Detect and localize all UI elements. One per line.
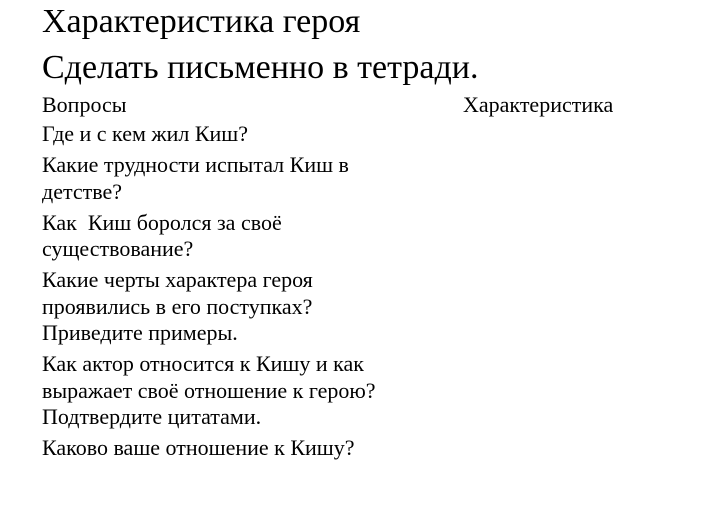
question-item-4: [42, 267, 462, 347]
slide-subtitle: Сделать письменно в тетради.: [42, 49, 479, 86]
question-item-5: [42, 351, 462, 431]
question-line: детстве?: [42, 178, 123, 204]
question-line: Какие черты характера героя: [42, 267, 313, 292]
question-item-1: [42, 121, 462, 148]
question-item-6: [42, 435, 462, 462]
question-line: проявились в его поступках?: [42, 293, 313, 319]
question-line: выражает своё отношение к герою?: [42, 377, 376, 403]
slide-title: Характеристика героя: [42, 3, 361, 40]
question-item-2: [42, 152, 462, 205]
question-line: Где и с кем жил Киш?: [42, 121, 248, 146]
question-line: Приведите примеры.: [42, 320, 238, 345]
question-line: Каково ваше отношение к Кишу?: [42, 435, 355, 460]
question-list: [42, 121, 462, 466]
column-header-questions: Вопросы: [42, 92, 127, 117]
question-line: Подтвердите цитатами.: [42, 404, 262, 429]
question-line: Как Киш боролся за своё: [42, 209, 282, 235]
question-item-3: [42, 210, 462, 263]
question-line: Как актор относится к Кишу и как: [42, 351, 364, 376]
question-line: Какие трудности испытал Киш в: [42, 152, 349, 177]
question-line: существование?: [42, 236, 194, 261]
column-header-characteristic: Характеристика: [463, 92, 614, 117]
